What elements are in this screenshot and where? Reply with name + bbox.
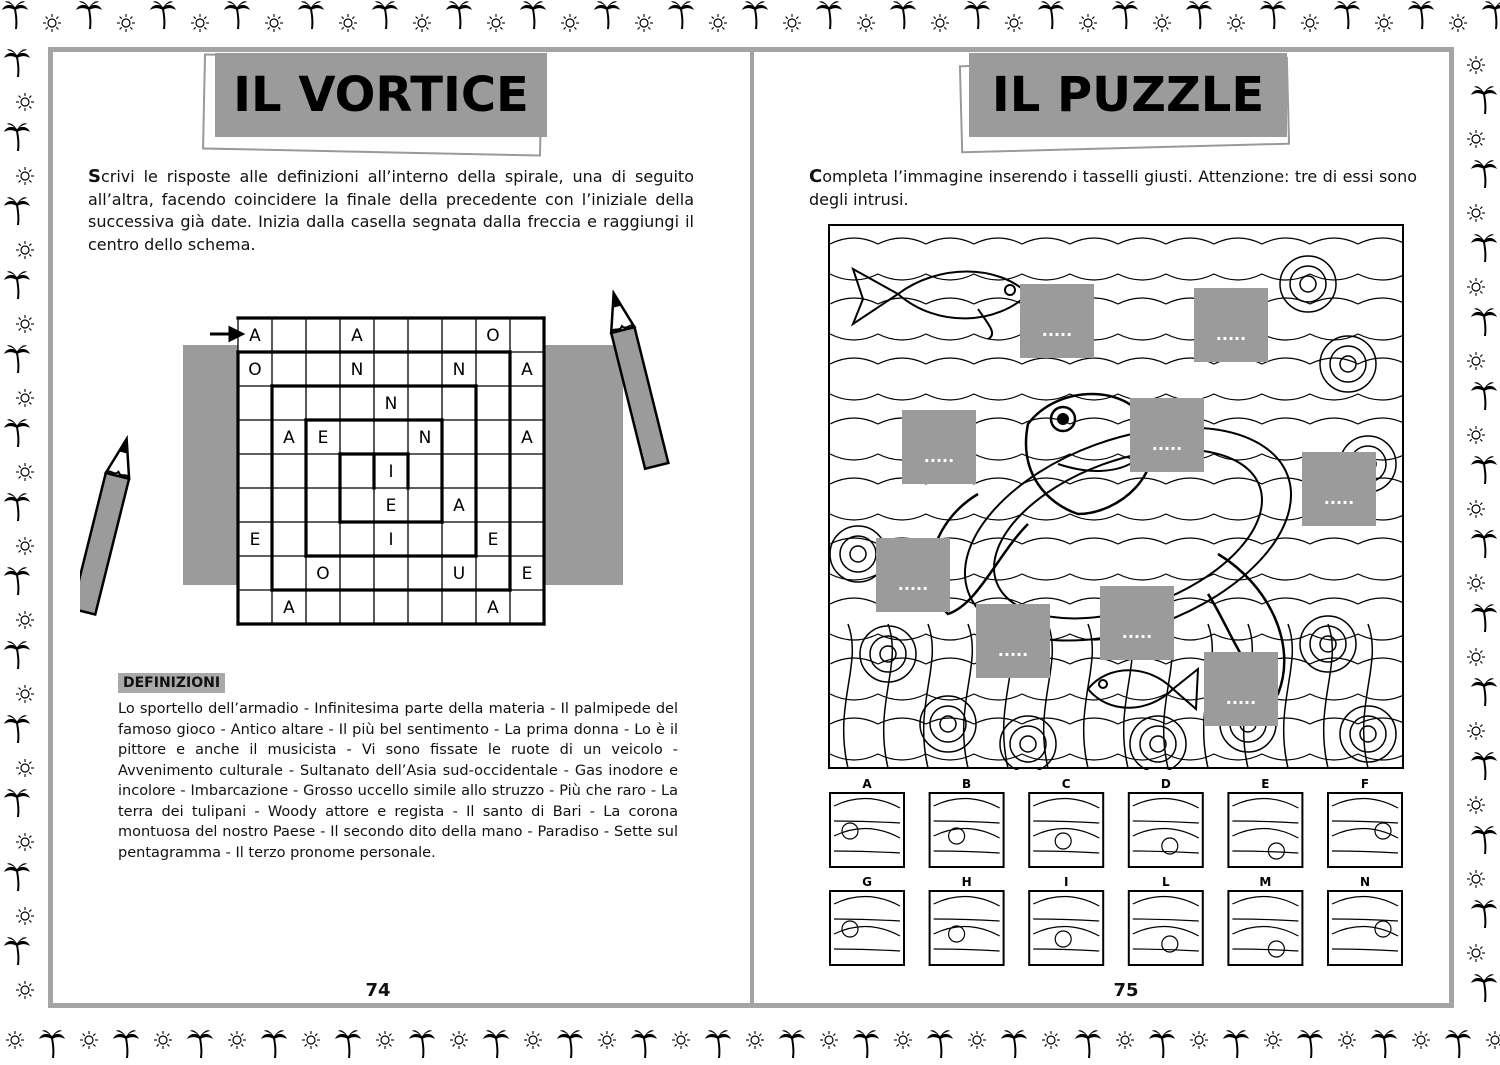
- palm-tree-icon: [298, 1, 324, 29]
- pencil-left-icon: [80, 436, 138, 615]
- tile-option: [1129, 875, 1203, 965]
- grid-letter: N: [350, 360, 364, 380]
- palm-tree-icon: [4, 937, 30, 965]
- sun-icon: [376, 1031, 394, 1049]
- missing-tile-slot: [876, 538, 950, 612]
- tile-option: [1129, 777, 1203, 867]
- palm-tree-icon: [557, 1030, 583, 1058]
- sun-icon: [1449, 14, 1467, 32]
- sun-icon: [16, 463, 34, 481]
- palm-tree-icon: [1471, 604, 1497, 632]
- tile-slot-placeholder: .....: [897, 575, 929, 594]
- palm-tree-icon: [1223, 1030, 1249, 1058]
- tile-option-label: L: [1161, 875, 1170, 889]
- sun-icon: [1467, 130, 1485, 148]
- tile-slot-placeholder: .....: [1121, 623, 1153, 642]
- sun-icon: [1190, 1031, 1208, 1049]
- tile-option: [1328, 777, 1402, 867]
- grid-letter: E: [487, 530, 499, 550]
- palm-tree-icon: [1149, 1030, 1175, 1058]
- sun-icon: [1467, 426, 1485, 444]
- tile-option-label: C: [1061, 777, 1071, 791]
- palm-tree-icon: [1471, 974, 1497, 1002]
- tile-slot-placeholder: .....: [1151, 435, 1183, 454]
- grid-letter: U: [452, 564, 466, 584]
- sun-icon: [1375, 14, 1393, 32]
- sun-icon: [968, 1031, 986, 1049]
- tile-option: [830, 875, 904, 965]
- grid-letter: O: [486, 326, 500, 346]
- sun-icon: [857, 14, 875, 32]
- palm-tree-icon: [150, 1, 176, 29]
- palm-tree-icon: [39, 1030, 65, 1058]
- palm-tree-icon: [224, 1, 250, 29]
- sun-icon: [154, 1031, 172, 1049]
- grid-letter: E: [521, 564, 533, 584]
- sun-icon: [1467, 944, 1485, 962]
- sun-icon: [16, 759, 34, 777]
- sun-icon: [709, 14, 727, 32]
- sun-icon: [413, 14, 431, 32]
- palm-tree-icon: [4, 123, 30, 151]
- palm-tree-icon: [4, 419, 30, 447]
- palm-tree-icon: [1471, 382, 1497, 410]
- tile-slot-placeholder: .....: [1225, 689, 1257, 708]
- palm-tree-icon: [1471, 826, 1497, 854]
- palm-tree-icon: [705, 1030, 731, 1058]
- sun-icon: [746, 1031, 764, 1049]
- missing-tile-slot: [1204, 652, 1278, 726]
- sun-icon: [16, 167, 34, 185]
- missing-tile-slot: [976, 604, 1050, 678]
- palm-tree-icon: [853, 1030, 879, 1058]
- sun-icon: [1116, 1031, 1134, 1049]
- tile-slot-placeholder: .....: [997, 641, 1029, 660]
- missing-tile-slot: [1020, 284, 1094, 358]
- grid-letter: A: [249, 326, 261, 346]
- sun-icon: [43, 14, 61, 32]
- palm-tree-icon: [4, 863, 30, 891]
- grid-letter: N: [384, 394, 398, 414]
- grid-letter: E: [249, 530, 261, 550]
- sun-icon: [16, 833, 34, 851]
- sun-icon: [598, 1031, 616, 1049]
- tile-option: [1328, 875, 1402, 965]
- grid-letter: O: [248, 360, 262, 380]
- palm-tree-icon: [446, 1, 472, 29]
- sun-icon: [302, 1031, 320, 1049]
- spiral-grid: [238, 318, 544, 624]
- intro-text-right: [809, 166, 1417, 211]
- tile-option-label: G: [862, 875, 872, 889]
- palm-tree-icon: [113, 1030, 139, 1058]
- tile-option: [1228, 777, 1302, 867]
- sun-icon: [16, 241, 34, 259]
- tile-option: [1029, 777, 1103, 867]
- palm-tree-icon: [779, 1030, 805, 1058]
- sun-icon: [1264, 1031, 1282, 1049]
- tile-option: [830, 777, 904, 867]
- palm-tree-icon: [1001, 1030, 1027, 1058]
- start-arrow-icon: [210, 328, 242, 340]
- sun-icon: [783, 14, 801, 32]
- palm-tree-icon: [1334, 1, 1360, 29]
- sun-icon: [894, 1031, 912, 1049]
- palm-tree-icon: [187, 1030, 213, 1058]
- tile-option-label: N: [1359, 875, 1371, 889]
- page-title-right: IL PUZZLE: [969, 53, 1287, 137]
- sun-icon: [1153, 14, 1171, 32]
- palm-tree-icon: [1471, 678, 1497, 706]
- palm-tree-icon: [594, 1, 620, 29]
- grid-letter: A: [487, 598, 499, 618]
- sun-icon: [228, 1031, 246, 1049]
- palm-tree-icon: [4, 49, 30, 77]
- missing-tile-slot: [902, 410, 976, 484]
- sun-icon: [16, 93, 34, 111]
- definitions-text: Lo sportello dell’armadio - Infinitesima parte della materia - Il palmipede del famoso gioco - Antico altare - Il più bel sentimento - La prima donna - Lo è il pittore e anche il musicista - Vi sono fissate le ruote di un veicolo - Avvenimento culturale - Sultanato dell’Asia sud-occidentale - Gas inodore e incolore - Imbarcazione - Grosso uccello simile allo struzzo - Più che raro - La terra dei tulipani - Woody attore e regista - Il santo di Bari - La corona montuosa del nostro Paese - Il secondo dito della mano - Paradiso - Sette sul pentagramma - Il terzo pronome personale.: [118, 701, 678, 861]
- palm-tree-icon: [890, 1, 916, 29]
- tile-options: [820, 776, 1420, 972]
- page-number-right: 75: [1113, 980, 1139, 1001]
- palm-tree-icon: [4, 715, 30, 743]
- sun-icon: [1338, 1031, 1356, 1049]
- intro-initial-right: C: [809, 166, 823, 187]
- sun-icon: [1005, 14, 1023, 32]
- palm-tree-icon: [1038, 1, 1064, 29]
- tile-option-label: E: [1261, 777, 1270, 791]
- tile-slot-placeholder: .....: [1323, 489, 1355, 508]
- sun-icon: [1079, 14, 1097, 32]
- palm-tree-icon: [1482, 1, 1500, 29]
- page-title-left: IL VORTICE: [215, 53, 547, 137]
- grid-letter: A: [283, 598, 295, 618]
- intro-initial: S: [88, 166, 101, 187]
- grid-letter: N: [418, 428, 432, 448]
- sun-icon: [80, 1031, 98, 1049]
- sun-icon: [1467, 722, 1485, 740]
- grid-letter: N: [452, 360, 466, 380]
- palm-tree-icon: [1471, 900, 1497, 928]
- palm-tree-icon: [927, 1030, 953, 1058]
- palm-tree-icon: [668, 1, 694, 29]
- tile-slot-placeholder: .....: [1041, 321, 1073, 340]
- sun-icon: [820, 1031, 838, 1049]
- sun-icon: [1467, 352, 1485, 370]
- palm-tree-icon: [1075, 1030, 1101, 1058]
- tile-option: [930, 777, 1004, 867]
- tile-option-label: A: [862, 777, 872, 791]
- palm-tree-icon: [1112, 1, 1138, 29]
- palm-tree-icon: [4, 567, 30, 595]
- palm-tree-icon: [261, 1030, 287, 1058]
- palm-tree-icon: [1471, 160, 1497, 188]
- grid-letter: I: [388, 462, 394, 482]
- sun-icon: [450, 1031, 468, 1049]
- grid-letter: E: [317, 428, 329, 448]
- palm-tree-icon: [1471, 530, 1497, 558]
- palm-tree-icon: [4, 641, 30, 669]
- sun-icon: [16, 315, 34, 333]
- sun-icon: [635, 14, 653, 32]
- palm-tree-icon: [1471, 456, 1497, 484]
- sun-icon: [1467, 796, 1485, 814]
- sun-icon: [672, 1031, 690, 1049]
- palm-tree-icon: [483, 1030, 509, 1058]
- tile-option-label: B: [962, 777, 972, 791]
- palm-tree-icon: [4, 271, 30, 299]
- palm-tree-icon: [964, 1, 990, 29]
- palm-tree-icon: [1297, 1030, 1323, 1058]
- page-number-left: 74: [365, 980, 391, 1001]
- sun-icon: [265, 14, 283, 32]
- sun-icon: [1301, 14, 1319, 32]
- palm-tree-icon: [1186, 1, 1212, 29]
- palm-tree-icon: [1408, 1, 1434, 29]
- sun-icon: [524, 1031, 542, 1049]
- intro-text-left: [88, 166, 694, 256]
- palm-tree-icon: [4, 345, 30, 373]
- book-spine: [750, 47, 754, 1008]
- sun-icon: [191, 14, 209, 32]
- sun-icon: [1467, 870, 1485, 888]
- tile-option-label: D: [1160, 777, 1171, 791]
- palm-tree-icon: [372, 1, 398, 29]
- palm-tree-icon: [4, 789, 30, 817]
- sun-icon: [1467, 278, 1485, 296]
- sun-icon: [1467, 56, 1485, 74]
- puzzle-illustration: [828, 224, 1404, 770]
- tile-slot-placeholder: .....: [923, 447, 955, 466]
- missing-tile-slot: [1130, 398, 1204, 472]
- palm-tree-icon: [1471, 308, 1497, 336]
- palm-tree-icon: [1471, 752, 1497, 780]
- tile-slot-placeholder: .....: [1215, 325, 1247, 344]
- sun-icon: [561, 14, 579, 32]
- sun-icon: [16, 611, 34, 629]
- palm-tree-icon: [409, 1030, 435, 1058]
- sun-icon: [16, 685, 34, 703]
- sun-icon: [487, 14, 505, 32]
- sun-icon: [1412, 1031, 1430, 1049]
- sun-icon: [16, 389, 34, 407]
- sun-icon: [1227, 14, 1245, 32]
- sun-icon: [1042, 1031, 1060, 1049]
- grid-letter: A: [453, 496, 465, 516]
- tile-option-label: F: [1360, 777, 1370, 791]
- tile-option-label: M: [1259, 875, 1272, 889]
- palm-tree-icon: [520, 1, 546, 29]
- tile-option: [1228, 875, 1302, 965]
- sun-icon: [1467, 574, 1485, 592]
- intro-body-right: ompleta l’immagine inserendo i tasselli giusti. Attenzione: tre di essi sono degli intrusi.: [809, 167, 1417, 209]
- grid-letter: O: [316, 564, 330, 584]
- tile-option-label: I: [1063, 875, 1069, 889]
- grid-letter: I: [388, 530, 394, 550]
- palm-tree-icon: [1471, 234, 1497, 262]
- missing-tile-slot: [1194, 288, 1268, 362]
- palm-tree-icon: [816, 1, 842, 29]
- palm-tree-icon: [1445, 1030, 1471, 1058]
- palm-tree-icon: [742, 1, 768, 29]
- tile-option: [930, 875, 1004, 965]
- sun-icon: [1467, 500, 1485, 518]
- palm-tree-icon: [1371, 1030, 1397, 1058]
- sun-icon: [1486, 1031, 1500, 1049]
- sun-icon: [16, 981, 34, 999]
- palm-tree-icon: [2, 1, 28, 29]
- definitions-label: DEFINIZIONI: [118, 673, 225, 693]
- grid-letter: E: [385, 496, 397, 516]
- sun-icon: [6, 1031, 24, 1049]
- palm-tree-icon: [631, 1030, 657, 1058]
- palm-tree-icon: [76, 1, 102, 29]
- palm-tree-icon: [4, 197, 30, 225]
- sun-icon: [1467, 204, 1485, 222]
- grid-letter: A: [521, 428, 533, 448]
- sun-icon: [16, 907, 34, 925]
- intro-body: crivi le risposte alle definizioni all’interno della spirale, una di seguito all’altra, facendo coincidere la finale della precedente con l’iniziale della successiva già date. Inizia dalla casella segnata dalla freccia e raggiungi il centro dello schema.: [88, 167, 694, 254]
- palm-tree-icon: [1471, 86, 1497, 114]
- tile-option: [1029, 875, 1103, 965]
- sun-icon: [931, 14, 949, 32]
- palm-tree-icon: [1260, 1, 1286, 29]
- sun-icon: [1467, 648, 1485, 666]
- grid-letter: A: [521, 360, 533, 380]
- palm-tree-icon: [4, 493, 30, 521]
- grid-letter: A: [351, 326, 363, 346]
- palm-tree-icon: [335, 1030, 361, 1058]
- tile-option-label: H: [961, 875, 972, 889]
- sun-icon: [16, 537, 34, 555]
- sun-icon: [339, 14, 357, 32]
- sun-icon: [117, 14, 135, 32]
- spiral-puzzle: [80, 290, 700, 640]
- missing-tile-slot: [1100, 586, 1174, 660]
- missing-tile-slot: [1302, 452, 1376, 526]
- grid-letter: A: [283, 428, 295, 448]
